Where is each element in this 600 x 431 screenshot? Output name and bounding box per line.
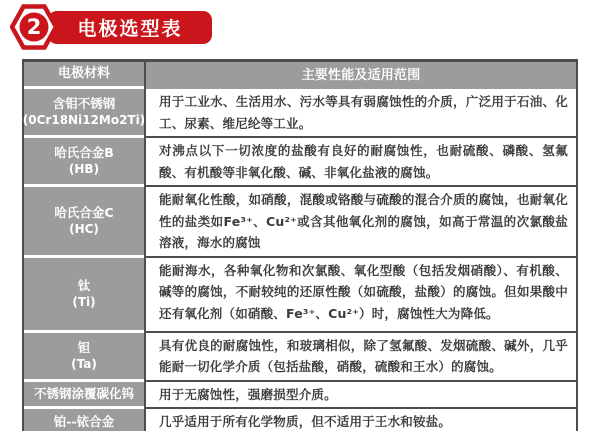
table-row — [24, 382, 576, 410]
material-cell — [24, 89, 144, 138]
page-title: 电极选型表 — [77, 18, 183, 40]
description-cell: 对沸点以下一切浓度的盐酸有良好的耐腐蚀性，也耐硫酸、磷酸、氢氟酸、有机酸等非氧化酸、碱、非氧化盐液的腐蚀。 — [144, 138, 576, 187]
material-name: 哈氏合金C — [54, 204, 114, 220]
material-cell — [24, 187, 144, 258]
material-cell — [24, 333, 144, 382]
material-formula: (HB) — [68, 162, 100, 176]
badge-number: 2 — [26, 14, 42, 39]
material-name: 铂--铱合金 — [53, 413, 115, 429]
table-row — [24, 138, 576, 187]
table-row — [24, 258, 576, 333]
electrode-selection-table — [22, 59, 578, 431]
material-name: 含钼不锈钢 — [52, 96, 116, 111]
table-header-row — [24, 62, 576, 89]
table-row — [24, 187, 576, 258]
header-performance: 主要性能及适用范围 — [144, 62, 576, 89]
step-badge — [10, 4, 58, 50]
table-row — [24, 89, 576, 138]
header-material: 电极材料 — [24, 62, 144, 89]
description-cell: 用于无腐蚀性，强磨损型介质。 — [144, 382, 576, 410]
material-formula: (0Cr18Ni12Mo2Ti) — [22, 113, 146, 127]
material-name: 钽 — [77, 339, 91, 355]
description-cell: 用于工业水、生活用水、污水等具有弱腐蚀性的介质，广泛用于石油、化工、尿素、维尼纶等工业。 — [144, 89, 576, 138]
material-cell — [24, 409, 144, 431]
description-cell: 能耐氧化性酸，如硝酸，混酸或铬酸与硫酸的混合介质的腐蚀，也耐氧化性的盐类如Fe³⁺、Cu²⁺或含其他氧化剂的腐蚀，如高于常温的次氯酸盐溶液，海水的腐蚀 — [144, 187, 576, 258]
description-cell: 能耐海水，各种氧化物和次氯酸、氧化型酸（包括发烟硝酸）、有机酸、碱等的腐蚀，不耐较纯的还原性酸（如硫酸，盐酸）的腐蚀。但如果酸中还有氧化剂（如硝酸、Fe³⁺、Cu²⁺）时，腐蚀性大为降低。 — [144, 258, 576, 333]
material-formula: (Ti) — [72, 294, 96, 309]
material-cell — [24, 382, 144, 410]
title-banner — [48, 11, 212, 44]
table-row — [24, 409, 576, 431]
material-cell — [24, 258, 144, 333]
material-name: 哈氏合金B — [54, 145, 114, 160]
material-name: 钛 — [77, 277, 91, 293]
table-row — [24, 333, 576, 382]
description-cell: 几乎适用于所有化学物质，但不适用于王水和铵盐。 — [144, 409, 576, 431]
material-name: 不锈钢涂覆碳化钨 — [33, 385, 134, 401]
material-formula: (Ta) — [71, 356, 97, 371]
material-cell — [24, 138, 144, 187]
material-formula: (HC) — [69, 221, 99, 236]
description-cell: 具有优良的耐腐蚀性，和玻璃相似，除了氢氟酸、发烟硫酸、碱外，几乎能耐一切化学介质（包括盐酸，硝酸，硫酸和王水）的腐蚀。 — [144, 333, 576, 382]
